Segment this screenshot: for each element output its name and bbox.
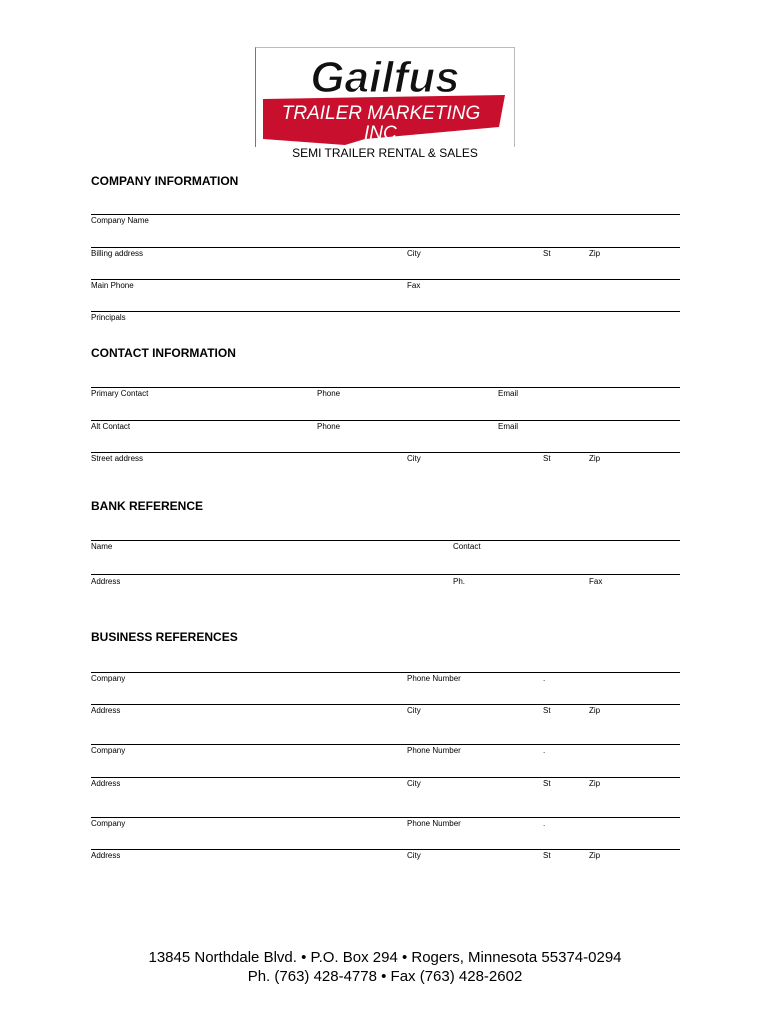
ref2-dot: . [543,746,546,755]
main-phone-label: Main Phone [91,281,134,290]
bank-address-label: Address [91,577,121,586]
city-label: City [407,454,421,463]
ref3-address-line[interactable] [91,849,680,850]
principals-label: Principals [91,313,126,322]
ref1-phone-number-label: Phone Number [407,674,461,683]
logo-wordmark: Gailfus [310,53,460,102]
ref1-company-line[interactable] [91,672,680,673]
section-title-business: BUSINESS REFERENCES [91,630,238,644]
ref3-zip-label: Zip [589,851,601,860]
bank-address-line[interactable] [91,574,680,575]
ref2-company-line[interactable] [91,744,680,745]
bank-fax-label: Fax [589,577,603,586]
ref3-dot: . [543,819,546,828]
zip-label: Zip [589,454,601,463]
zip-label: Zip [589,249,601,258]
bank-name-line[interactable] [91,540,680,541]
primary-contact-label: Primary Contact [91,389,149,398]
ref2-city-label: City [407,779,421,788]
ref2-st-label: St [543,779,551,788]
primary-contact-line[interactable] [91,387,680,388]
phone-label: Phone [317,389,341,398]
company-logo [255,47,515,147]
main-phone-line[interactable] [91,279,680,280]
ref2-address-label: Address [91,779,121,788]
billing-address-label: Billing address [91,249,144,258]
company-name-label: Company Name [91,216,149,225]
section-title-contact: CONTACT INFORMATION [91,346,236,360]
ref2-phone-number-label: Phone Number [407,746,461,755]
bank-contact-label: Contact [453,542,481,551]
email-label: Email [498,389,519,398]
ref3-address-label: Address [91,851,121,860]
ref1-city-label: City [407,706,421,715]
ref2-zip-label: Zip [589,779,601,788]
billing-address-line[interactable] [91,247,680,248]
phone-label: Phone [317,422,341,431]
alt-contact-label: Alt Contact [91,422,131,431]
fax-label: Fax [407,281,421,290]
email-label: Email [498,422,519,431]
company-name-line[interactable] [91,214,680,215]
ref1-company-label: Company [91,674,126,683]
ref3-company-line[interactable] [91,817,680,818]
ref2-address-line[interactable] [91,777,680,778]
ref3-phone-number-label: Phone Number [407,819,461,828]
ref3-st-label: St [543,851,551,860]
logo-line1: TRAILER MARKETING [281,103,481,124]
street-address-line[interactable] [91,452,680,453]
st-label: St [543,249,551,258]
ref3-company-label: Company [91,819,126,828]
ref3-city-label: City [407,851,421,860]
ref1-st-label: St [543,706,551,715]
section-title-company: COMPANY INFORMATION [91,174,239,188]
tagline: SEMI TRAILER RENTAL & SALES [292,146,478,160]
ref2-company-label: Company [91,746,126,755]
bank-name-label: Name [91,542,113,551]
footer-address: 13845 Northdale Blvd. • P.O. Box 294 • Rogers, Minnesota 55374-0294 [148,949,622,966]
alt-contact-line[interactable] [91,420,680,421]
ref1-address-line[interactable] [91,704,680,705]
section-title-bank: BANK REFERENCE [91,499,204,513]
bank-ph-label: Ph. [453,577,466,586]
ref1-zip-label: Zip [589,706,601,715]
principals-line[interactable] [91,311,680,312]
logo-graphic [255,47,515,147]
city-label: City [407,249,421,258]
ref1-dot: . [543,674,546,683]
footer-phone: Ph. (763) 428-4778 • Fax (763) 428-2602 [247,968,523,985]
street-address-label: Street address [91,454,144,463]
logo-line2: INC. [364,123,402,144]
st-label: St [543,454,551,463]
ref1-address-label: Address [91,706,121,715]
